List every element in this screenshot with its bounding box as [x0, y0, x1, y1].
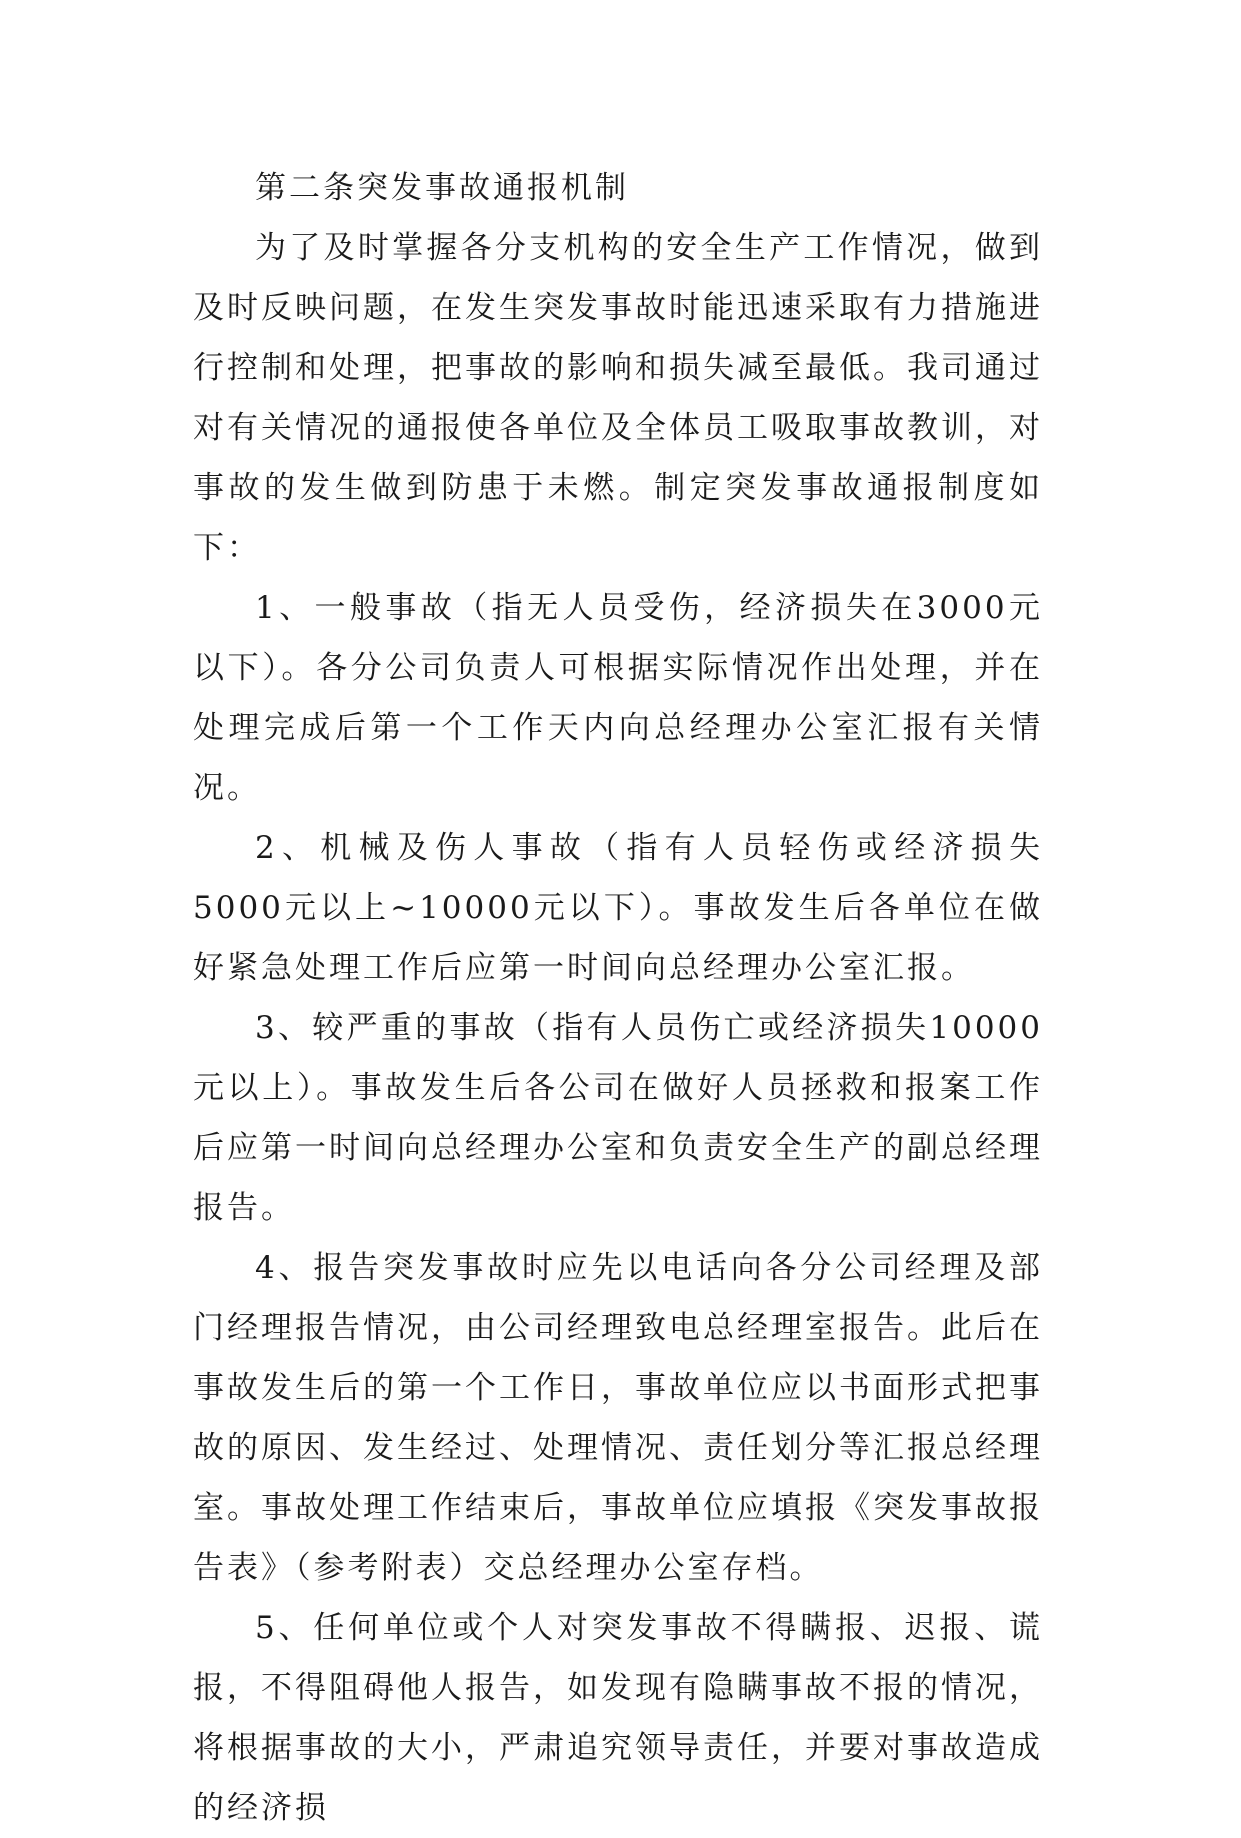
paragraph-intro: 为了及时掌握各分支机构的安全生产工作情况，做到及时反映问题，在发生突发事故时能迅速采取有力措施进行控制和处理，把事故的影响和损失减至最低。我司通过对有关情况的通报使各单位及全体员工吸取事故教训，对事故的发生做到防患于未燃。制定突发事故通报制度如下： — [193, 230, 1043, 566]
paragraph-item-5: 5、任何单位或个人对突发事故不得瞒报、迟报、谎报，不得阻碍他人报告，如发现有隐瞒事故不报的情况，将根据事故的大小，严肃追究领导责任，并要对事故造成的经济损 — [193, 1610, 1043, 1826]
section-heading: 第二条突发事故通报机制 — [255, 170, 629, 206]
paragraph-item-1: 1、一般事故（指无人员受伤，经济损失在3000元以下）。各分公司负责人可根据实际情况作出处理，并在处理完成后第一个工作天内向总经理办公室汇报有关情况。 — [193, 590, 1043, 806]
paragraph-item-2: 2、机械及伤人事故（指有人员轻伤或经济损失5000元以上~10000元以下）。事故发生后各单位在做好紧急处理工作后应第一时间向总经理办公室汇报。 — [193, 830, 1043, 986]
paragraph-item-3: 3、较严重的事故（指有人员伤亡或经济损失10000元以上）。事故发生后各公司在做好人员拯救和报案工作后应第一时间向总经理办公室和负责安全生产的副总经理报告。 — [193, 1010, 1043, 1226]
document-body — [193, 158, 1043, 1838]
paragraph-item-4: 4、报告突发事故时应先以电话向各分公司经理及部门经理报告情况，由公司经理致电总经理室报告。此后在事故发生后的第一个工作日，事故单位应以书面形式把事故的原因、发生经过、处理情况、责任划分等汇报总经理室。事故处理工作结束后，事故单位应填报《突发事故报告表》（参考附表）交总经理办公室存档。 — [193, 1250, 1043, 1586]
